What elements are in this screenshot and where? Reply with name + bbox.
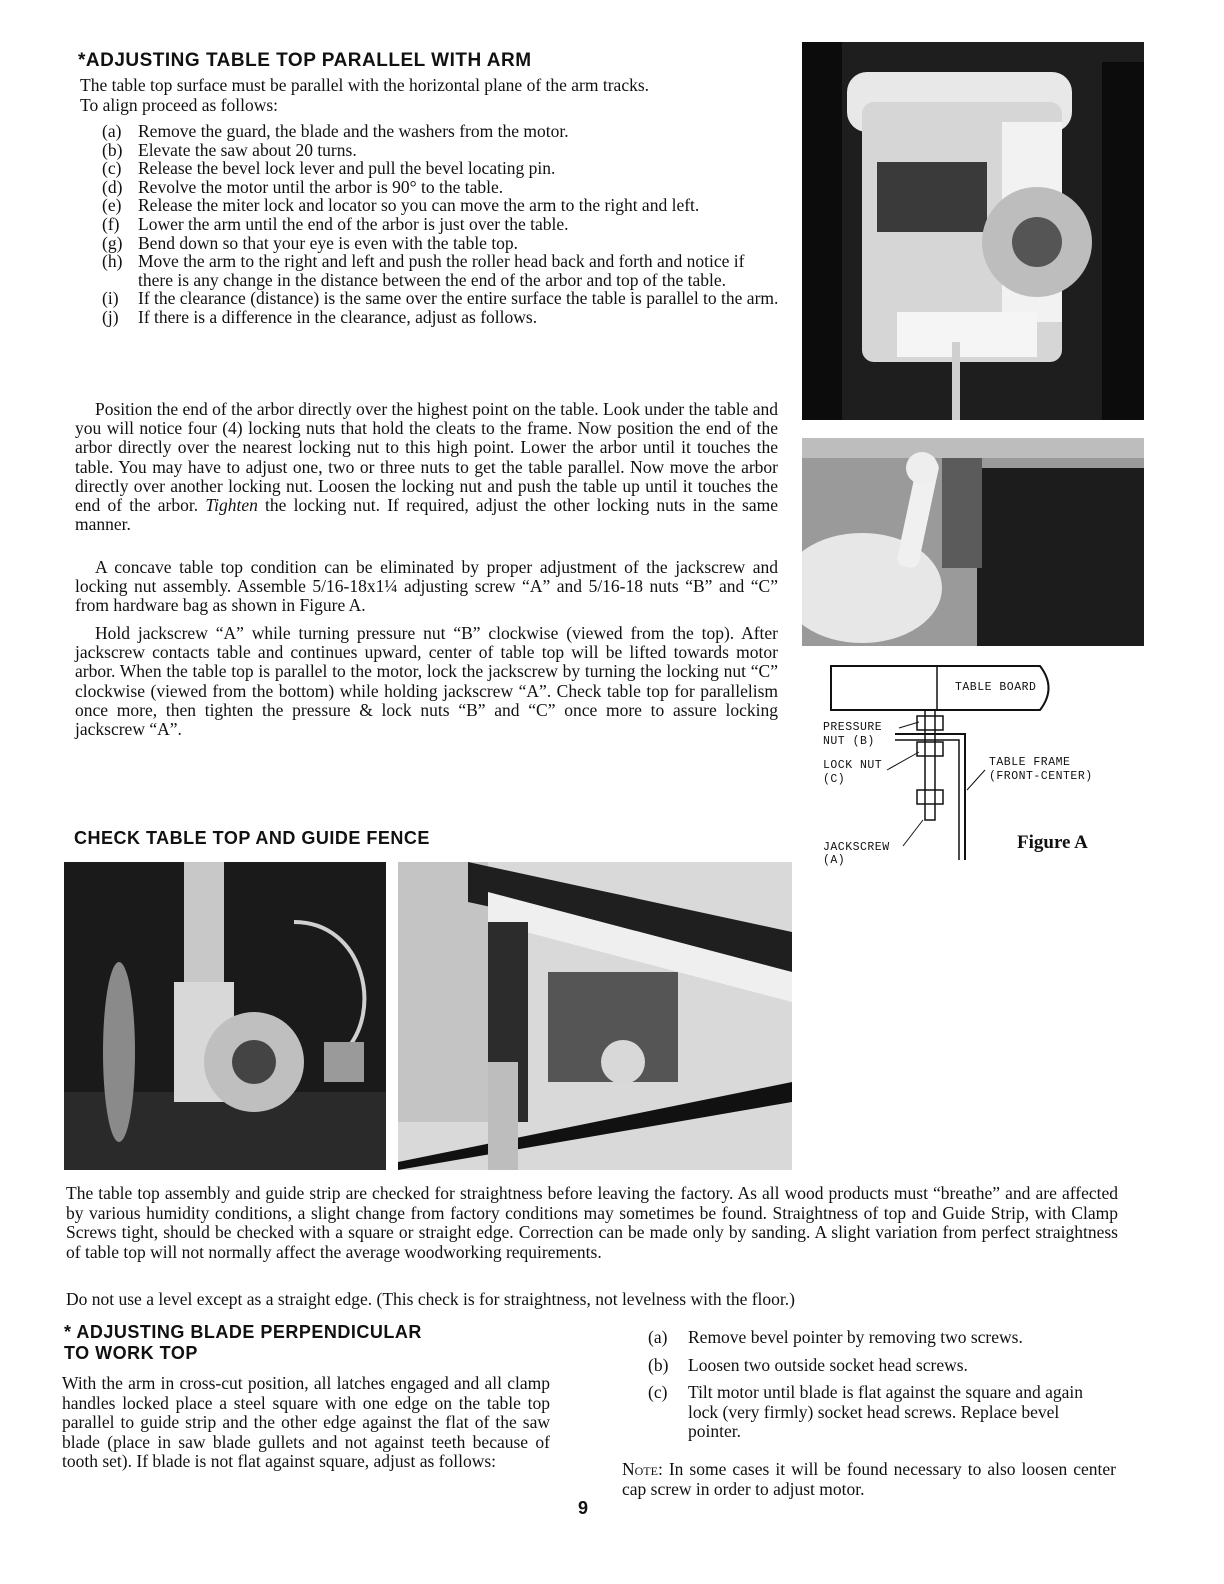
paragraph-blade-square: With the arm in cross-cut position, all latches engaged and all clamp handles locked place a steel square with one edge on the table top parallel to guide strip and the other edge against the flat of the saw blade (place in saw blade gullets and not against teeth because of tooth set). If blade is not flat against square, adjust as follows: bbox=[62, 1373, 550, 1471]
list-item: (e) Release the miter lock and locator so you can move the arm to the right and left. bbox=[102, 195, 700, 216]
label-table-frame-1: TABLE FRAME bbox=[989, 756, 1071, 769]
label-lock-nut-2: (C) bbox=[823, 773, 846, 786]
intro-line-2: To align proceed as follows: bbox=[80, 95, 279, 115]
figure-a-caption: Figure A bbox=[1017, 832, 1088, 853]
section-heading-check-table: CHECK TABLE TOP AND GUIDE FENCE bbox=[74, 828, 430, 848]
intro-line-1: The table top surface must be parallel with the horizontal plane of the arm tracks. bbox=[80, 75, 650, 95]
list-item: (d) Revolve the motor until the arbor is 90° to the table. bbox=[102, 176, 504, 197]
paragraph-locking-nuts: Position the end of the arbor directly over the highest point on the table. Look under the table and you will notice four (4) locking nuts that hold the cleats to the frame. Now position the end of the arbor directly over the nearest locking nut to this high point. Lower the arbor until it touches the table. You may have to adjust one, two or three nuts to get the table parallel. Now move the arbor directly over another locking nut. Loosen the locking nut and push the table up until it touches the end of the arbor. Tighten the locking nut. If required, adjust the other locking nuts in the same manner. bbox=[75, 399, 779, 535]
pressure-nut-shape bbox=[917, 716, 943, 730]
photo-guide-fence bbox=[398, 862, 792, 1170]
procedure-steps-list bbox=[102, 122, 780, 327]
section-heading-blade bbox=[64, 1322, 422, 1364]
label-pressure-nut-2: NUT (B) bbox=[823, 735, 875, 748]
list-item: (b) Elevate the saw about 20 turns. bbox=[102, 139, 357, 160]
note-adjust-motor: Note: In some cases it will be found necessary to also loosen center cap screw in order to adjust motor. bbox=[622, 1459, 1116, 1499]
list-item: (b) Loosen two outside socket head screws. bbox=[648, 1354, 968, 1375]
photo-motor-arbor bbox=[802, 42, 1144, 420]
paragraph-jackscrew: Hold jackscrew “A” while turning pressure nut “B” clockwise (viewed from the top). After jackscrew contacts table and continues upward, center of table top will be lifted towards motor arbor. When the table top is parallel to the motor, lock the jackscrew by turning the locking nut “C” clockwise (viewed from the bottom) while holding jackscrew “A”. Check table top for parallelism once more, then tighten the pressure & lock nuts “B” and “C” once more to assure locking jackscrew “A”. bbox=[75, 623, 778, 740]
section-heading-table-parallel: *ADJUSTING TABLE TOP PARALLEL WITH ARM bbox=[78, 50, 532, 71]
list-item: (a) Remove bevel pointer by removing two screws. bbox=[648, 1327, 1023, 1347]
label-table-frame-2: (FRONT-CENTER) bbox=[989, 770, 1093, 783]
list-item: (c) Tilt motor until blade is flat against the square and again lock (very firmly) socket head screws. Replace bevel pointer. bbox=[648, 1382, 1083, 1441]
list-item: (g) Bend down so that your eye is even with the table top. bbox=[102, 232, 519, 253]
lock-nut-shape bbox=[917, 742, 943, 756]
paragraph-level-warning: Do not use a level except as a straight edge. (This check is for straightness, not levelness with the floor.) bbox=[66, 1289, 795, 1309]
list-item: (h) Move the arm to the right and left and push the roller head back and forth and notice if there is any change in the distance between the end of the arbor and top of the table. bbox=[102, 251, 745, 290]
photo-saw-square bbox=[64, 862, 386, 1170]
paragraph-concave: A concave table top condition can be eliminated by proper adjustment of the jackscrew and locking nut assembly. Assemble 5/16-18x1¼ adjusting screw “A” and 5/16-18 nuts “B” and “C” from hardware bag as shown in Figure A. bbox=[75, 557, 778, 616]
list-item: (f) Lower the arm until the end of the arbor is just over the table. bbox=[102, 213, 569, 234]
heading-line-2: TO WORK TOP bbox=[64, 1343, 198, 1363]
figure-a-diagram bbox=[815, 660, 1145, 870]
list-item: (c) Release the bevel lock lever and pull the bevel locating pin. bbox=[102, 158, 556, 179]
blade-steps-list bbox=[648, 1328, 1116, 1450]
label-lock-nut-1: LOCK NUT bbox=[823, 759, 883, 772]
list-item: (i) If the clearance (distance) is the same over the entire surface the table is parallel to the arm. bbox=[102, 288, 779, 309]
label-pressure-nut-1: PRESSURE bbox=[823, 721, 883, 734]
label-table-board: TABLE BOARD bbox=[955, 681, 1037, 694]
heading-line-1: * ADJUSTING BLADE PERPENDICULAR bbox=[64, 1322, 422, 1342]
table-frame-shape bbox=[895, 734, 965, 860]
page-number: 9 bbox=[578, 1498, 589, 1518]
label-jackscrew-1: JACKSCREW bbox=[823, 841, 890, 854]
list-item: (a) Remove the guard, the blade and the washers from the motor. bbox=[102, 121, 569, 141]
paragraph-check-table: The table top assembly and guide strip are checked for straightness before leaving the factory. As all wood products must “breathe” and are affected by various humidity conditions, a slight change from factory conditions may sometimes be found. Straightness of top and Guide Strip, with Clamp Screws tight, should be checked with a square or straight edge. Correction can be made only by sanding. A slight variation from perfect straightness of table top will not normally affect the average woodworking requirements. bbox=[66, 1183, 1118, 1262]
list-item: (j) If there is a difference in the clearance, adjust as follows. bbox=[102, 306, 538, 327]
note-label: Note: bbox=[622, 1459, 663, 1479]
label-jackscrew-2: (A) bbox=[823, 854, 846, 867]
photo-wrench-adjusting bbox=[802, 438, 1144, 646]
